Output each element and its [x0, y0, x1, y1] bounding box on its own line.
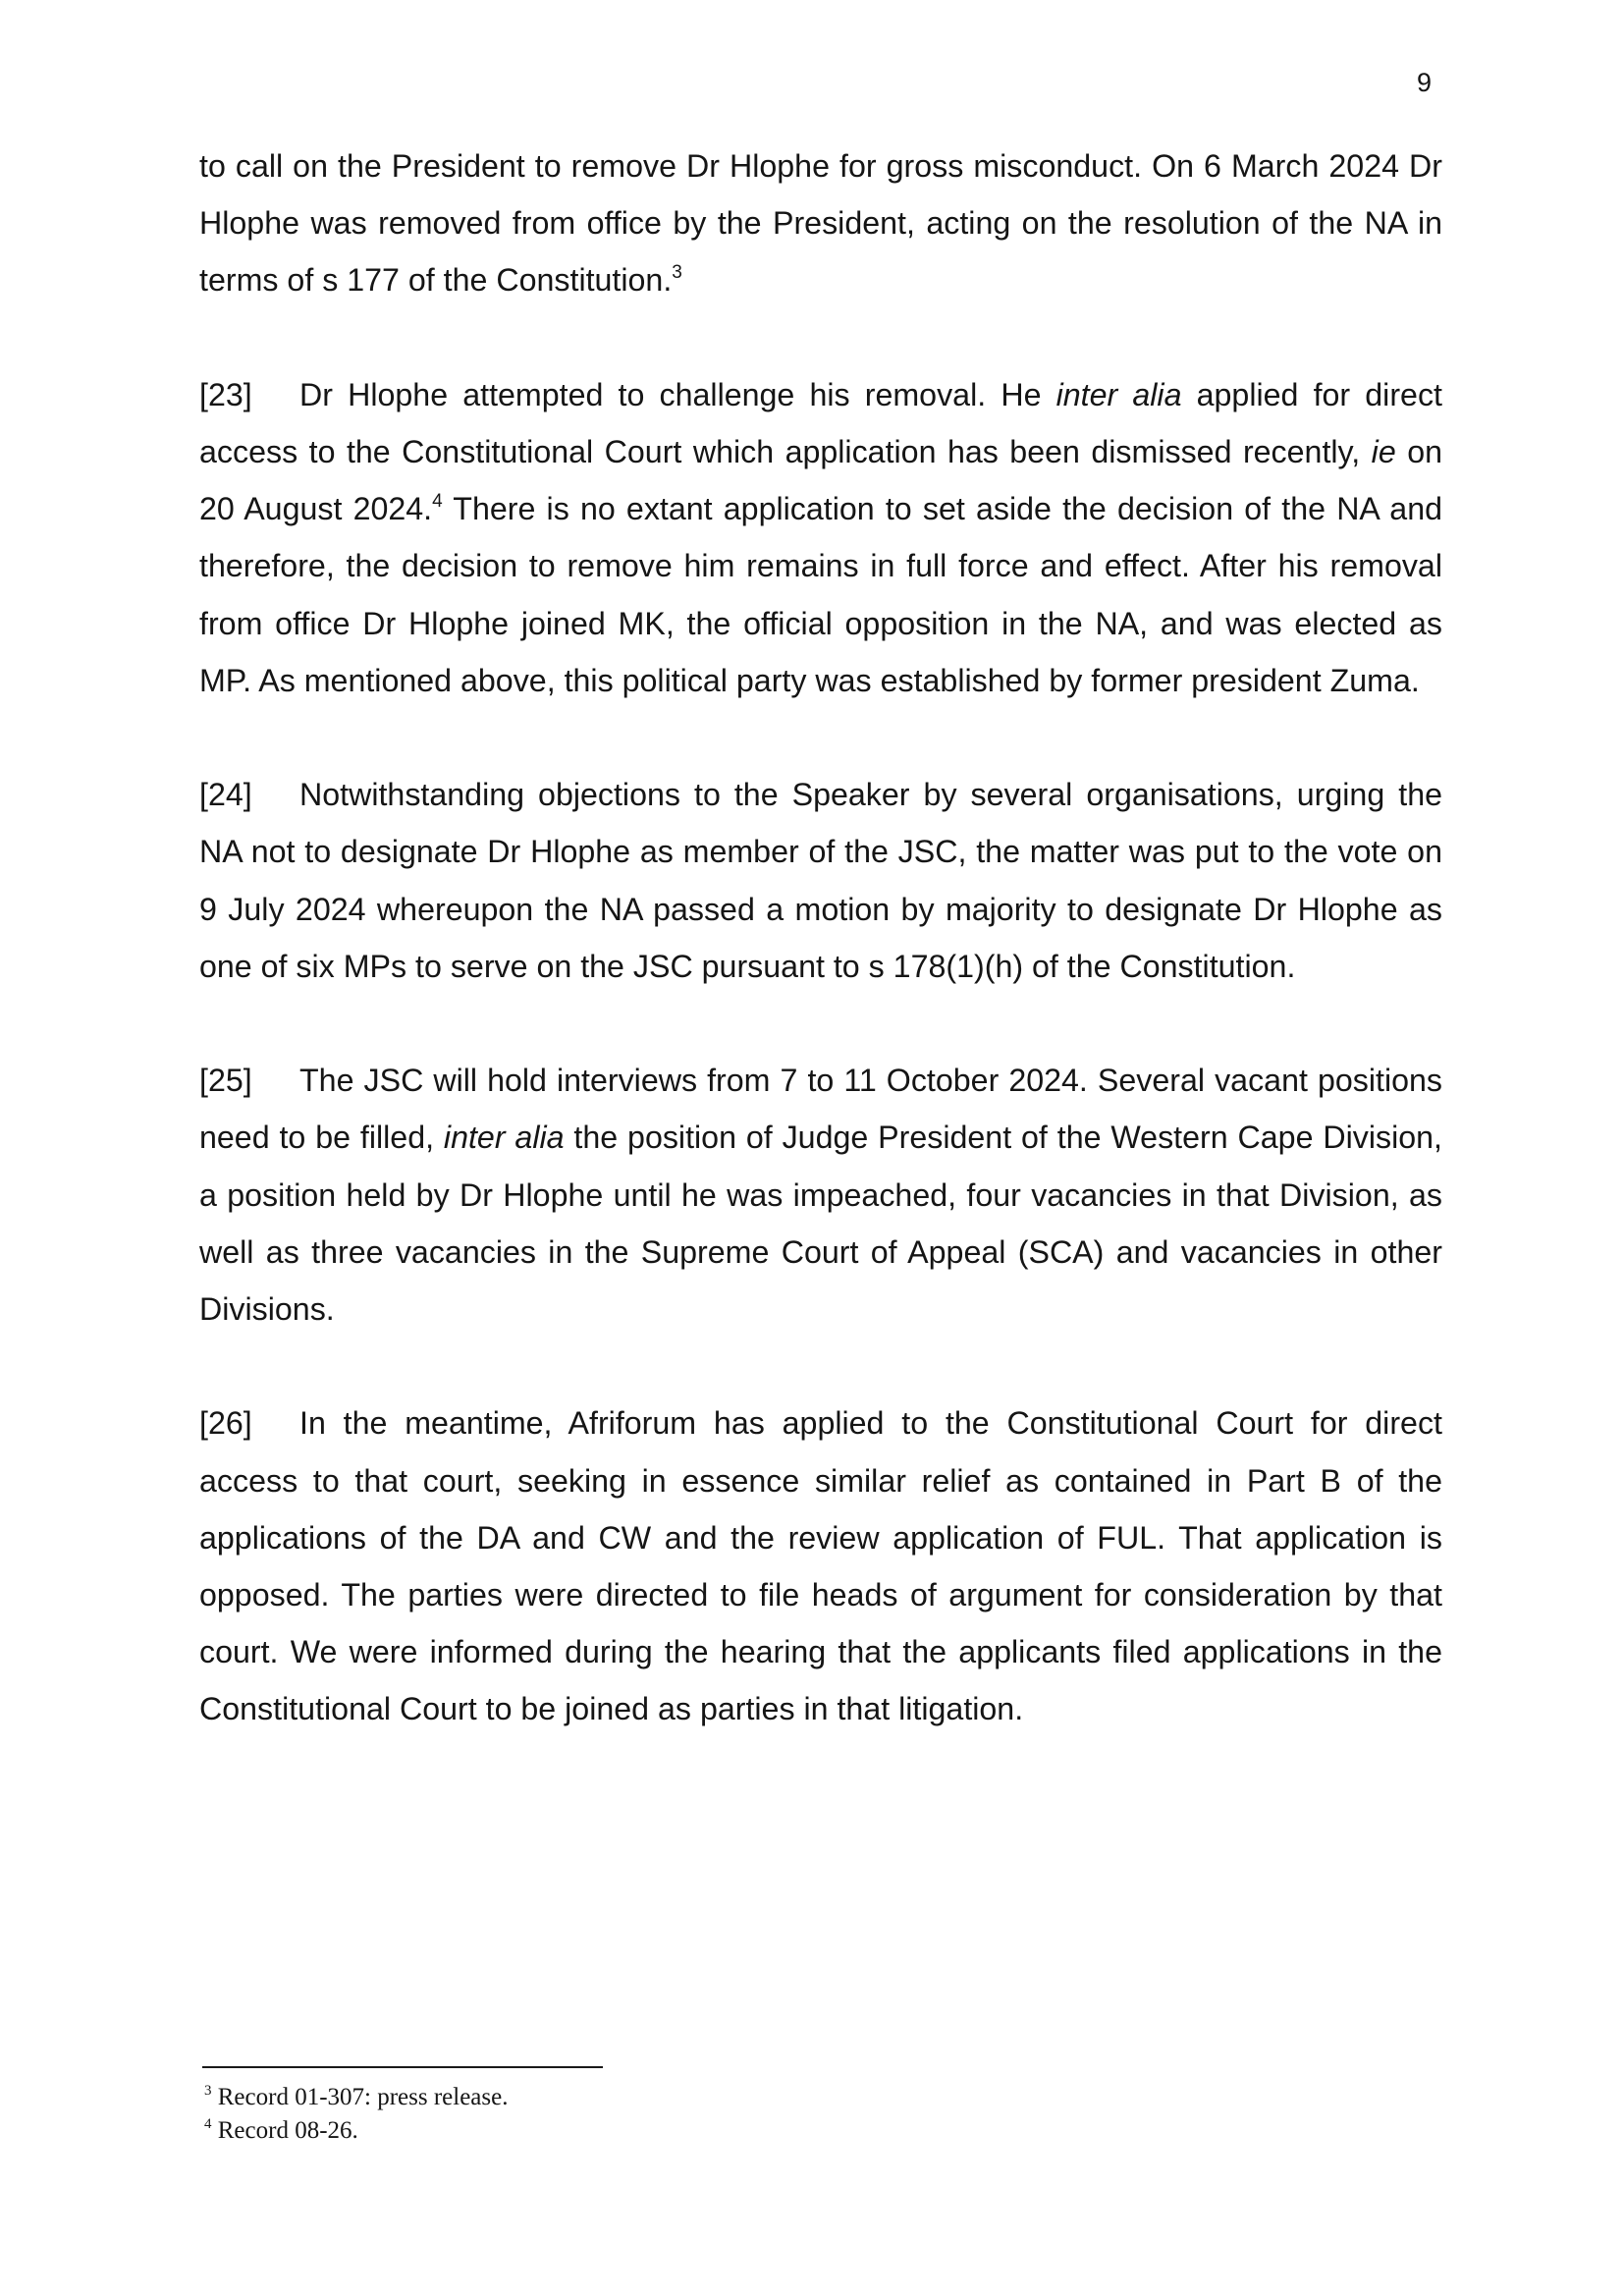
emphasis: ie [1371, 434, 1396, 469]
emphasis: inter alia [1055, 376, 1182, 412]
paragraph-number: [23] [199, 376, 252, 412]
footnote-text: Record 08-26. [211, 2117, 358, 2144]
paragraph-number: [26] [199, 1405, 252, 1442]
paragraph-text: The JSC will hold interviews from 7 to 11 October 2024. Several vacant positions need to be filled, [199, 1063, 1442, 1156]
paragraph-26 [199, 1394, 1442, 1737]
paragraph-text: Dr Hlophe attempted to challenge his removal. He [299, 376, 1056, 412]
emphasis: inter alia [443, 1120, 565, 1156]
footnote-number: 3 [204, 2083, 212, 2099]
paragraph-24 [199, 766, 1442, 995]
paragraph-23 [199, 366, 1442, 709]
paragraph-text: on 20 August 2024. [199, 434, 1443, 527]
footnote-text: Record 01-307: press release. [211, 2084, 509, 2110]
paragraph-25 [199, 1052, 1442, 1338]
footnote-ref: 4 [432, 491, 443, 513]
paragraph-number: [24] [199, 777, 252, 813]
footnote-divider [202, 2066, 603, 2068]
page-number: 9 [1417, 68, 1433, 97]
paragraph-text: to call on the President to remove Dr Hlophe for gross misconduct. On 6 March 2024 Dr Hlophe was removed from office by the President, acting on the resolution of the NA in terms of s 177 of the Constitution. [199, 148, 1442, 299]
paragraph-text: In the meantime, Afriforum has applied to the Constitutional Court for direct access to that court, seeking in essence similar relief as contained in Part B of the applications of the DA and CW and the review application of FUL. That application is opposed. The parties were directed to file heads of argument for consideration by that court. We were informed during the hearing that the applicants filed applications in the Constitutional Court to be joined as parties in that litigation. [199, 1405, 1442, 1727]
footnote-3 [204, 2081, 508, 2114]
paragraph-text: There is no extant application to set aside the decision of the NA and therefore, the decision to remove him remains in full force and effect. After his removal from office Dr Hlophe joined MK, the official opposition in the NA, and was elected as MP. As mentioned above, this political party was established by former president Zuma. [199, 491, 1442, 698]
paragraph-text: applied for direct access to the Constitutional Court which application has been dismissed recently, [199, 376, 1442, 469]
judgment-body [199, 137, 1442, 1795]
paragraph-continuation [199, 137, 1442, 309]
footnote-number: 4 [204, 2116, 212, 2132]
paragraph-text: Notwithstanding objections to the Speaker by several organisations, urging the NA not to designate Dr Hlophe as member of the JSC, the matter was put to the vote on 9 July 2024 whereupon the NA passed a motion by majority to designate Dr Hlophe as one of six MPs to serve on the JSC pursuant to s 178(1)(h) of the Constitution. [199, 777, 1442, 984]
paragraph-text: the position of Judge President of the Western Cape Division, a position held by Dr Hlophe until he was impeached, four vacancies in that Division, as well as three vacancies in the Supreme Court of Appeal (SCA) and vacancies in other Divisions. [199, 1120, 1442, 1328]
footnote-ref: 3 [672, 262, 682, 284]
paragraph-number: [25] [199, 1063, 252, 1099]
footnote-4 [204, 2114, 508, 2148]
footnotes [204, 2081, 508, 2148]
